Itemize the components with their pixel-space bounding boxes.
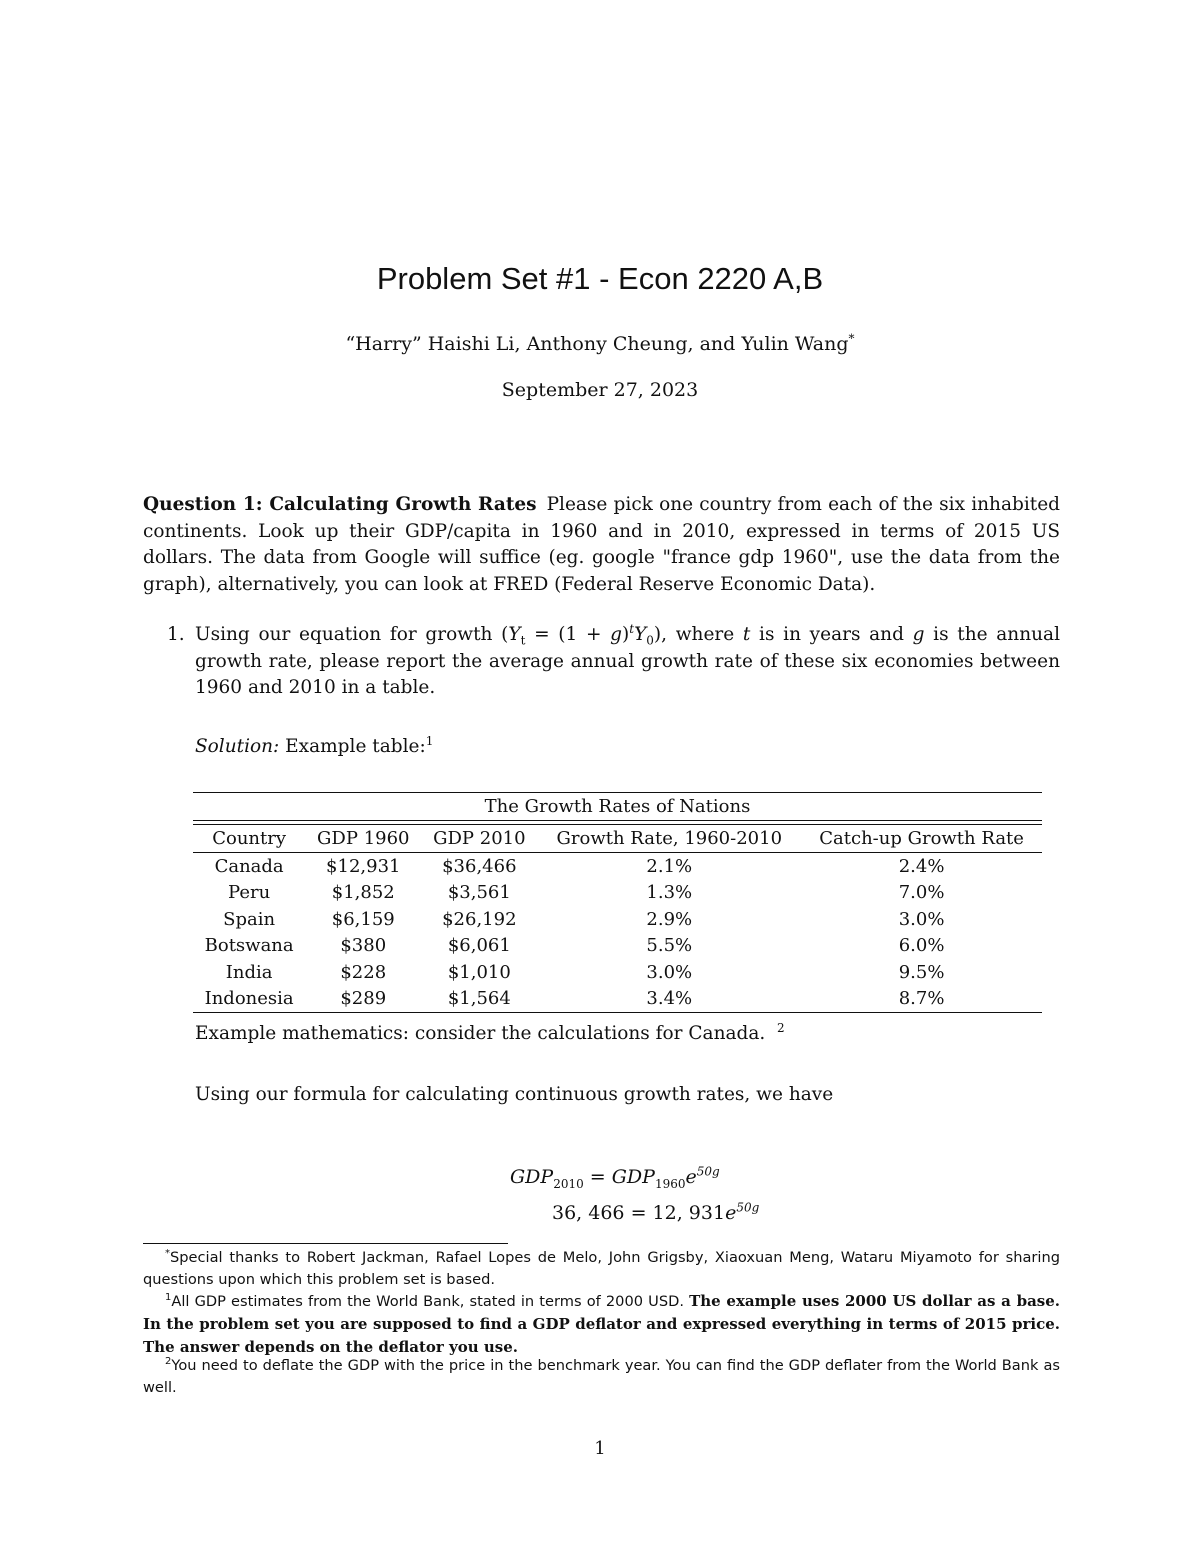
table-row	[193, 880, 1042, 907]
eq-var-y0: Y	[634, 624, 647, 645]
table-cell: $1,010	[447, 961, 511, 983]
eq-exponent: 50g	[696, 1164, 720, 1179]
footnote-text: You need to deflate the GDP with the price in the benchmark year. You can find the GDP deflater from the World Bank as well.	[143, 1357, 1060, 1396]
table-cell: 3.4%	[537, 986, 801, 1013]
question-1-text: Please pick one country from each of the six inhabited continents. Look up their GDP/capita in 1960 and in 2010, expressed in terms of 2015 US dollars. The data from Google will suffice (eg. google "france gdp 1960", use the data from the graph), alternatively, you can look at FRED (Federal Reserve Economic Data).	[143, 494, 1060, 595]
eq-term: GDP	[510, 1166, 554, 1188]
table-cell: 2.4%	[898, 855, 945, 877]
solution-text: Example table:	[285, 736, 426, 757]
var-t: t	[742, 624, 751, 645]
question-1	[143, 492, 1060, 598]
acknowledgement-mark: *	[848, 331, 855, 346]
table-cell: $6,159	[331, 908, 395, 930]
eq-part: )	[622, 624, 630, 645]
table-cell: $36,466	[442, 855, 517, 877]
example-math-text: Example mathematics: consider the calculations for Canada.	[195, 1023, 766, 1044]
equation-2	[552, 1202, 759, 1224]
footnote-text: All GDP estimates from the World Bank, stated in terms of 2000 USD.	[171, 1293, 690, 1310]
column-header: GDP 1960	[305, 825, 421, 853]
footnote-divider	[143, 1243, 508, 1244]
table-cell: $1,852	[331, 882, 395, 904]
eq-term: e	[685, 1166, 697, 1188]
table-cell: $228	[340, 961, 387, 983]
eq-exponent: 50g	[736, 1200, 760, 1215]
eq-term: 36, 466	[552, 1202, 625, 1224]
table-cell: India	[225, 961, 273, 983]
table-cell: 5.5%	[646, 935, 693, 957]
table-row	[193, 853, 1042, 880]
page-title: Problem Set #1 - Econ 2220 A,B	[376, 261, 824, 296]
page-number: 1	[594, 1438, 606, 1459]
question-1-heading: Question 1: Calculating Growth Rates	[143, 494, 537, 515]
growth-rates-table	[193, 792, 1042, 1013]
formula-intro: Using our formula for calculating continuous growth rates, we have	[195, 1084, 834, 1105]
table-cell: 9.5%	[898, 961, 945, 983]
footnote-text: Special thanks to Robert Jackman, Rafael Lopes de Melo, John Grigsby, Xiaoxuan Meng, Wataru Miyamoto for sharing questions upon which this problem set is based.	[143, 1249, 1060, 1288]
item-text	[195, 622, 1060, 702]
table-cell: 2.1%	[646, 855, 693, 877]
table-cell: $6,061	[447, 935, 511, 957]
eq-subscript: 1960	[654, 1176, 686, 1191]
table-cell: 7.0%	[898, 882, 945, 904]
solution-label: Solution:	[195, 736, 280, 757]
table-cell: $380	[340, 935, 387, 957]
authors-text: “Harry” Haishi Li, Anthony Cheung, and Yulin Wang	[345, 333, 849, 355]
table-cell: Spain	[223, 908, 276, 930]
eq-var-y: Y	[508, 624, 521, 645]
item-text-part: Using our equation for growth (	[195, 624, 509, 645]
footnote-acknowledgement	[143, 1247, 1060, 1291]
footnote-bold-text: The example uses 2000 US dollar as a base. In the problem set you are supposed to find a GDP deflator and expressed everything in terms of 2015 price. The answer depends on the deflator you use.	[143, 1292, 1060, 1356]
eq-term: GDP	[611, 1166, 655, 1188]
solution-line	[195, 733, 434, 757]
table-cell: 8.7%	[801, 986, 1042, 1013]
author-line	[0, 333, 1200, 355]
table-cell: Botswana	[204, 935, 294, 957]
equation-1	[510, 1164, 720, 1191]
date-line: September 27, 2023	[501, 379, 699, 401]
table-row	[193, 906, 1042, 933]
eq-var-g: g	[610, 624, 623, 645]
footnote-2	[143, 1355, 1060, 1399]
table-row	[193, 959, 1042, 986]
eq-subscript: 2010	[553, 1176, 584, 1191]
table-cell: $1,564	[421, 986, 537, 1013]
table-row	[193, 933, 1042, 960]
column-header: Catch-up Growth Rate	[801, 825, 1042, 853]
footnote-mark: 2	[165, 1356, 172, 1368]
table-cell: Canada	[214, 855, 284, 877]
footnote-mark: *	[165, 1248, 170, 1260]
eq-sign: =	[583, 1166, 612, 1188]
table-cell: $26,192	[442, 908, 517, 930]
footnote-ref-1: 1	[425, 733, 434, 748]
table-cell: 2.9%	[646, 908, 693, 930]
table-cell: 3.0%	[898, 908, 945, 930]
table-row	[193, 986, 1042, 1013]
table-caption: The Growth Rates of Nations	[193, 793, 1042, 821]
table-cell: $3,561	[447, 882, 511, 904]
item-text-part: ), where	[653, 624, 743, 645]
item-text-part: is the annual growth rate, please report the average annual growth rate of these six economies between 1960 and 2010 in a table.	[195, 624, 1060, 698]
eq-term: e	[725, 1202, 737, 1224]
table-cell: 1.3%	[646, 882, 693, 904]
column-header: GDP 2010	[421, 825, 537, 853]
footnote-ref-2: 2	[777, 1020, 785, 1035]
column-header: Country	[193, 825, 305, 853]
footnote-mark: 1	[165, 1292, 172, 1304]
item-text-part: is in years and	[750, 624, 913, 645]
table-cell: 6.0%	[898, 935, 945, 957]
table-cell: 3.0%	[646, 961, 693, 983]
eq-sup-t: t	[629, 621, 635, 636]
var-g: g	[912, 624, 925, 645]
eq-sign: =	[624, 1202, 653, 1224]
table-cell: Indonesia	[193, 986, 305, 1013]
eq-part: = (1 +	[525, 624, 611, 645]
eq-term: 12, 931	[652, 1202, 726, 1224]
column-header: Growth Rate, 1960-2010	[537, 825, 801, 853]
table-cell: Peru	[228, 882, 271, 904]
eq-sub-t: t	[520, 633, 526, 648]
item-number: 1.	[167, 624, 185, 645]
footnote-1	[143, 1290, 1060, 1359]
example-math-line	[195, 1020, 785, 1044]
table-cell: $12,931	[326, 855, 401, 877]
table-cell: $289	[305, 986, 421, 1013]
question-1-item-1	[167, 622, 1060, 702]
eq-sub-0: 0	[646, 633, 654, 648]
